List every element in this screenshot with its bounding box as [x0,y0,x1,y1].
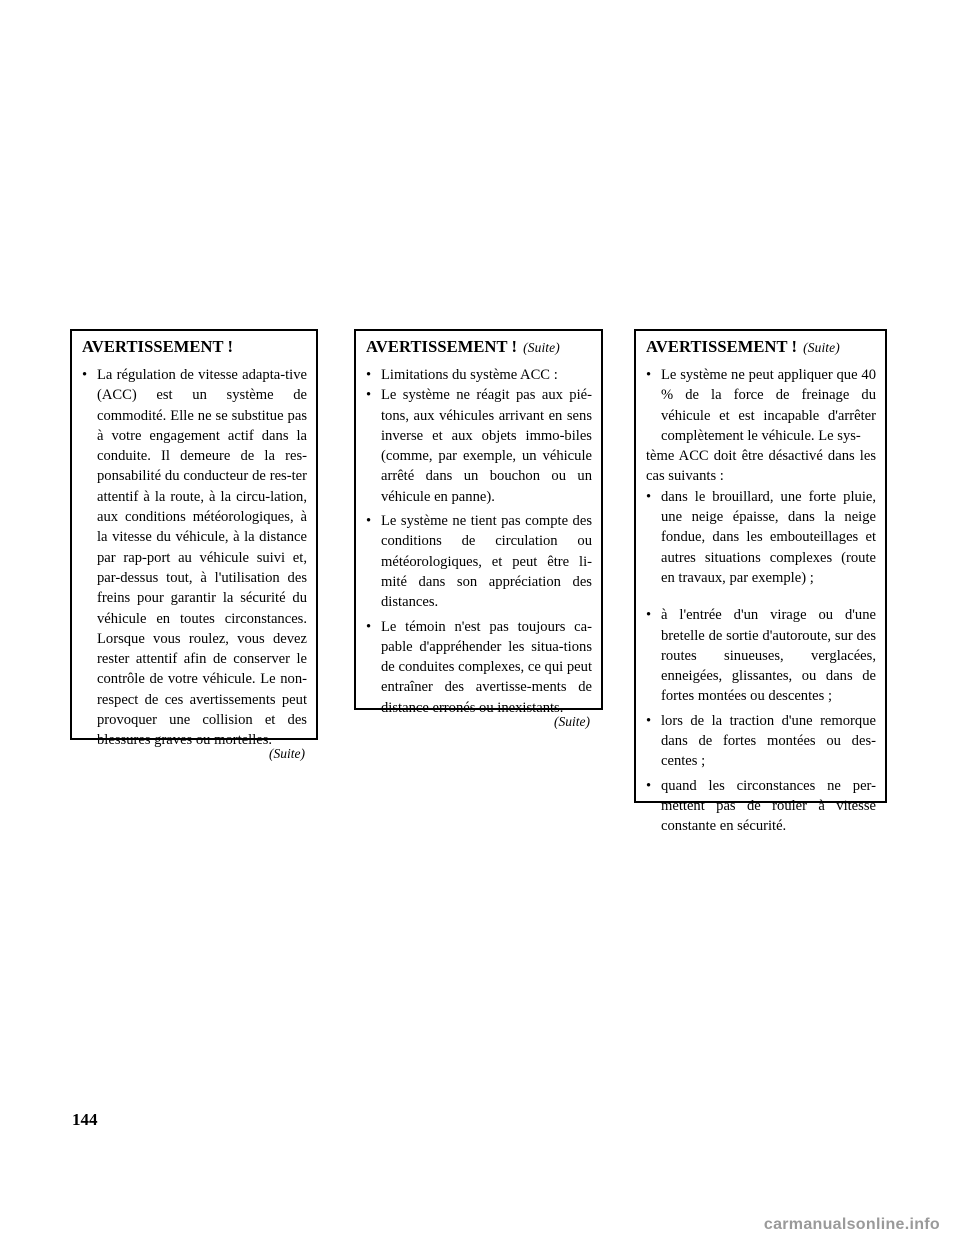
title-suite-label: (Suite) [523,340,560,355]
warning-bullet: • Le système ne tient pas compte des conditions de circulation ou météorologiques, et peut être li-mité dans son appréciation des distances. [366,511,592,612]
warning-bullet: • Le système ne réagit pas aux pié-tons, aux véhicules arrivant en sens inverse et aux objets immo-biles (comme, par exemple, un véhicule arrêté dans un bouchon ou un véhicule en panne). [366,385,592,507]
warning-box-3 [634,329,887,835]
title-suite-label: (Suite) [803,340,840,355]
watermark-text: carmanualsonline.info [763,1216,940,1233]
warning-bullet: • à l'entrée d'un virage ou d'une bretelle de sortie d'autoroute, sur des routes sinueuses, verglacées, enneigées, glissantes, ou dans de fortes montées ou descentes ; [646,605,876,706]
warning-bullet: • lors de la traction d'une remorque dans de fortes montées ou des-centes ; [646,711,876,772]
warning-title: AVERTISSEMENT ! [82,337,234,356]
warning-bullet: • dans le brouillard, une forte pluie, une neige épaisse, dans la neige fondue, dans les embouteillages et autres situations complexes (route en travaux, par exemple) ; [646,487,876,588]
warning-box-1 [70,329,318,749]
continued-label: (Suite) [269,746,305,761]
warning-paragraph: tème ACC doit être désactivé dans les cas suivants : [646,448,876,485]
warning-bullet: • Le système ne peut appliquer que 40 % de la force de freinage du véhicule et est incapable d'arrêter complètement le véhicule. Le sys- [646,365,876,446]
warning-bullet: • quand les circonstances ne per-mettent pas de rouler à vitesse constante en sécurité. [646,776,876,837]
page-number: 144 [72,1110,98,1129]
warning-box-2 [354,329,603,716]
continued-label: (Suite) [554,714,590,729]
warning-bullet: • Limitations du système ACC : [366,365,592,385]
warning-title: AVERTISSEMENT ! (Suite) [366,337,560,356]
warning-title: AVERTISSEMENT ! (Suite) [646,337,840,356]
warning-bullet: • La régulation de vitesse adapta-tive (ACC) est un système de commodité. Elle ne se substitue pas à votre engagement actif dans la conduite. Il demeure de la res-ponsabilité du conducteur de res-ter attentif à la route, à la circu-lation, aux conditions météorologiques, à la vitesse du véhicule, à la distance par rap-port au véhicule suivi et, par-dessus tout, à l'utilisation des freins pour garantir la sécurité du véhicule en toutes circonstances. Lorsque vous roulez, vous devez rester attentif afin de conserver le contrôle de votre véhicule. Le non-respect de ces avertissements peut provoquer une collision et des blessures graves ou mortelles. [82,365,307,751]
warning-bullet: • Le témoin n'est pas toujours ca-pable d'appréhender les situa-tions de conduites complexes, ce qui peut entraîner des avertisse-ments de distance erronés ou inexistants. [366,617,592,718]
